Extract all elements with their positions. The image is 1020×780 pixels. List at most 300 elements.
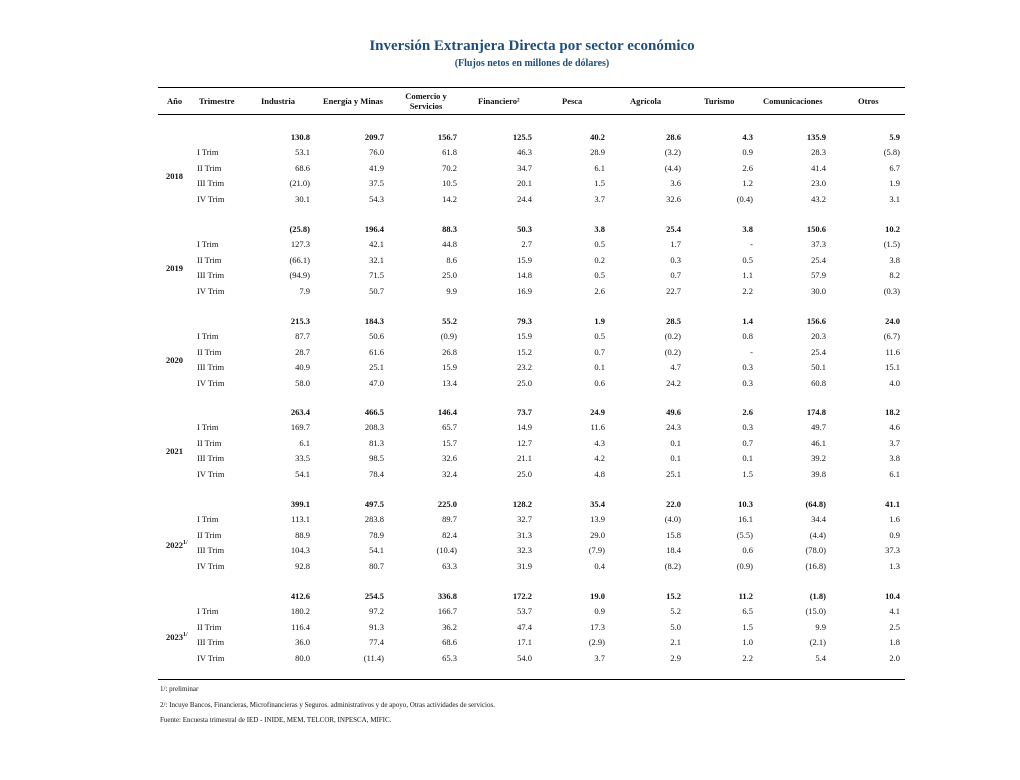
value-cell: 2.0 [889, 652, 900, 663]
value-cell: 15.8 [666, 529, 681, 540]
value-cell: 104.3 [290, 545, 310, 556]
table-row [158, 528, 905, 543]
value-cell: (2.1) [809, 637, 826, 648]
header-financiero: Financiero² [478, 96, 520, 106]
trimestre-label: II Trim [197, 254, 222, 265]
value-cell: 1.4 [742, 316, 753, 326]
value-cell: 3.8 [889, 254, 900, 265]
value-cell: (0.2) [664, 346, 681, 357]
value-cell: 32.6 [442, 453, 457, 464]
table-row [158, 360, 905, 375]
value-cell: 156.7 [437, 132, 457, 142]
value-cell: 130.8 [290, 132, 310, 142]
value-cell: 15.2 [517, 346, 532, 357]
value-cell: 41.9 [369, 162, 384, 173]
trimestre-label: III Trim [197, 270, 225, 281]
value-cell: 63.3 [442, 560, 457, 571]
value-cell: 88.3 [442, 224, 457, 234]
value-cell: 1.9 [889, 178, 900, 189]
value-cell: 2.5 [889, 621, 900, 632]
value-cell: 263.4 [290, 407, 310, 417]
value-cell: 37.5 [369, 178, 384, 189]
value-cell: 0.6 [594, 377, 605, 388]
value-cell: 25.4 [666, 224, 681, 234]
value-cell: 25.0 [442, 270, 457, 281]
value-cell: 466.5 [364, 407, 384, 417]
value-cell: 1.2 [742, 178, 753, 189]
value-cell: 24.9 [590, 407, 605, 417]
value-cell: 37.3 [885, 545, 900, 556]
header-otros: Otros [858, 96, 879, 106]
table-row [158, 559, 905, 574]
value-cell: 42.1 [369, 239, 384, 250]
trimestre-label: IV Trim [197, 285, 225, 296]
table-row [158, 253, 905, 268]
value-cell: 30.0 [811, 285, 826, 296]
value-cell: (66.1) [289, 254, 310, 265]
value-cell: (3.2) [664, 147, 681, 158]
value-cell: 61.6 [369, 346, 384, 357]
value-cell: (1.5) [883, 239, 900, 250]
year-label [166, 444, 183, 459]
note-preliminar: 1/: preliminar [160, 685, 199, 693]
value-cell: 3.8 [594, 224, 605, 234]
value-cell: 79.3 [517, 316, 532, 326]
value-cell: 55.2 [442, 316, 457, 326]
value-cell: 5.9 [889, 132, 900, 142]
value-cell: 24.0 [885, 316, 900, 326]
value-cell: 0.7 [670, 270, 681, 281]
value-cell: 3.1 [889, 193, 900, 204]
value-cell: 2.9 [670, 652, 681, 663]
value-cell: 3.8 [742, 224, 753, 234]
value-cell: 4.6 [889, 422, 900, 433]
value-cell: 4.0 [889, 377, 900, 388]
value-cell: 15.1 [885, 362, 900, 373]
value-cell: 97.2 [369, 606, 384, 617]
value-cell: 32.3 [517, 545, 532, 556]
value-cell: 61.8 [442, 147, 457, 158]
value-cell: 4.3 [594, 437, 605, 448]
value-cell: 21.1 [517, 453, 532, 464]
value-cell: 54.0 [517, 652, 532, 663]
value-cell: (1.8) [809, 591, 826, 601]
value-cell: 50.3 [517, 224, 532, 234]
value-cell: 0.2 [594, 254, 605, 265]
value-cell: 125.5 [512, 132, 532, 142]
value-cell: 3.7 [594, 652, 605, 663]
value-cell: (0.9) [736, 560, 753, 571]
value-cell: 0.1 [742, 453, 753, 464]
value-cell: 1.1 [742, 270, 753, 281]
header-comunicaciones: Comunicaciones [763, 96, 823, 106]
table-row [158, 543, 905, 558]
value-cell: 22.0 [666, 499, 681, 509]
trimestre-label: II Trim [197, 621, 222, 632]
value-cell: (21.0) [289, 178, 310, 189]
year-value: 2023 [166, 631, 183, 642]
value-cell: 41.1 [885, 499, 900, 509]
value-cell: 283.8 [364, 514, 384, 525]
year-footnote-mark: 1/ [183, 631, 188, 638]
value-cell: 28.6 [666, 132, 681, 142]
value-cell: 5.4 [815, 652, 826, 663]
value-cell: (5.8) [883, 147, 900, 158]
value-cell: 49.7 [811, 422, 826, 433]
value-cell: 3.7 [889, 437, 900, 448]
bottom-rule [158, 679, 905, 680]
trimestre-label: II Trim [197, 437, 222, 448]
trimestre-label: IV Trim [197, 377, 225, 388]
value-cell: (25.8) [289, 224, 310, 234]
value-cell: 32.4 [442, 468, 457, 479]
trimestre-label: I Trim [197, 239, 219, 250]
value-cell: 0.3 [742, 377, 753, 388]
value-cell: (8.2) [664, 560, 681, 571]
value-cell: 0.7 [742, 437, 753, 448]
value-cell: 0.4 [594, 560, 605, 571]
value-cell: 10.2 [885, 224, 900, 234]
value-cell: 135.9 [806, 132, 826, 142]
value-cell: 1.5 [742, 621, 753, 632]
header-comercio-line2: Servicios [409, 101, 443, 111]
value-cell: 25.0 [517, 468, 532, 479]
value-cell: 0.5 [594, 270, 605, 281]
header-rule [158, 114, 905, 115]
value-cell: 28.5 [666, 316, 681, 326]
value-cell: 41.4 [811, 162, 826, 173]
value-cell: 2.6 [594, 285, 605, 296]
year-label [166, 261, 183, 276]
value-cell: 54.3 [369, 193, 384, 204]
value-cell: 0.9 [594, 606, 605, 617]
value-cell: 65.7 [442, 422, 457, 433]
trimestre-label: II Trim [197, 529, 222, 540]
value-cell: 25.1 [369, 362, 384, 373]
value-cell: 57.9 [811, 270, 826, 281]
trimestre-label: III Trim [197, 637, 225, 648]
year-label [166, 628, 188, 643]
value-cell: (4.4) [809, 529, 826, 540]
value-cell: 150.6 [806, 224, 826, 234]
value-cell: 6.1 [594, 162, 605, 173]
value-cell: 50.1 [811, 362, 826, 373]
value-cell: 47.4 [517, 621, 532, 632]
value-cell: (6.7) [883, 331, 900, 342]
value-cell: 4.3 [742, 132, 753, 142]
value-cell: 78.9 [369, 529, 384, 540]
value-cell: 80.7 [369, 560, 384, 571]
value-cell: 3.6 [670, 178, 681, 189]
value-cell: 10.5 [442, 178, 457, 189]
value-cell: 32.1 [369, 254, 384, 265]
value-cell: 113.1 [291, 514, 310, 525]
trimestre-label: IV Trim [197, 560, 225, 571]
value-cell: 1.6 [889, 514, 900, 525]
year-footnote-mark: 1/ [183, 539, 188, 546]
value-cell: (11.4) [363, 652, 384, 663]
value-cell: 30.1 [295, 193, 310, 204]
value-cell: 24.2 [666, 377, 681, 388]
value-cell: (15.0) [805, 606, 826, 617]
value-cell: 0.9 [742, 147, 753, 158]
value-cell: 78.4 [369, 468, 384, 479]
value-cell: 23.2 [517, 362, 532, 373]
year-label [166, 169, 183, 184]
value-cell: (4.0) [664, 514, 681, 525]
value-cell: 8.2 [889, 270, 900, 281]
value-cell: 184.3 [364, 316, 384, 326]
trimestre-label: I Trim [197, 147, 219, 158]
value-cell: 47.0 [369, 377, 384, 388]
value-cell: (0.9) [440, 331, 457, 342]
note-fuente: Fuente: Encuesta trimestral de IED - INIDE, MEM, TELCOR, INPESCA, MIFIC. [160, 716, 392, 724]
value-cell: 15.9 [442, 362, 457, 373]
value-cell: 35.4 [590, 499, 605, 509]
value-cell: 0.5 [594, 331, 605, 342]
value-cell: 169.7 [290, 422, 310, 433]
header-comercio [396, 88, 456, 114]
value-cell: 0.1 [670, 437, 681, 448]
value-cell: 13.4 [442, 377, 457, 388]
table-row [158, 161, 905, 176]
value-cell: 4.2 [594, 453, 605, 464]
value-cell: 22.7 [666, 285, 681, 296]
value-cell: (78.0) [805, 545, 826, 556]
value-cell: 39.2 [811, 453, 826, 464]
value-cell: 40.2 [590, 132, 605, 142]
table-row [158, 345, 905, 360]
value-cell: 156.6 [806, 316, 826, 326]
value-cell: 6.1 [299, 437, 310, 448]
value-cell: 71.5 [369, 270, 384, 281]
value-cell: 1.8 [889, 637, 900, 648]
value-cell: 15.9 [517, 331, 532, 342]
table-row [158, 420, 905, 435]
value-cell: 60.8 [811, 377, 826, 388]
trimestre-label: III Trim [197, 362, 225, 373]
value-cell: 2.1 [670, 637, 681, 648]
value-cell: 6.1 [889, 468, 900, 479]
value-cell: 11.6 [885, 346, 900, 357]
value-cell: 5.2 [670, 606, 681, 617]
header-pesca: Pesca [562, 96, 583, 106]
table-row [158, 237, 905, 252]
table-row [158, 376, 905, 391]
value-cell: 0.1 [594, 362, 605, 373]
year-value: 2022 [166, 539, 183, 550]
value-cell: 0.5 [742, 254, 753, 265]
value-cell: 9.9 [815, 621, 826, 632]
table-row-total [158, 497, 905, 512]
value-cell: 54.1 [295, 468, 310, 479]
value-cell: 1.5 [742, 468, 753, 479]
table-row-total [158, 130, 905, 145]
value-cell: 0.3 [670, 254, 681, 265]
table-row [158, 192, 905, 207]
value-cell: 46.3 [517, 147, 532, 158]
value-cell: 14.2 [442, 193, 457, 204]
table-row [158, 176, 905, 191]
value-cell: 11.2 [738, 591, 753, 601]
value-cell: 81.3 [369, 437, 384, 448]
value-cell: 6.5 [742, 606, 753, 617]
value-cell: (0.3) [883, 285, 900, 296]
value-cell: (7.9) [588, 545, 605, 556]
trimestre-label: I Trim [197, 514, 219, 525]
trimestre-label: III Trim [197, 178, 225, 189]
value-cell: 68.6 [295, 162, 310, 173]
value-cell: 17.1 [517, 637, 532, 648]
value-cell: 50.6 [369, 331, 384, 342]
trimestre-label: I Trim [197, 331, 219, 342]
value-cell: 32.7 [517, 514, 532, 525]
value-cell: 49.6 [666, 407, 681, 417]
value-cell: 0.8 [742, 331, 753, 342]
header-agricola: Agrícola [630, 96, 662, 106]
year-value: 2019 [166, 262, 183, 273]
value-cell: 76.0 [369, 147, 384, 158]
year-value: 2018 [166, 170, 183, 181]
year-label [166, 353, 183, 368]
header-energia: Energía y Minas [323, 96, 383, 106]
value-cell: 6.7 [889, 162, 900, 173]
value-cell: 412.6 [290, 591, 310, 601]
value-cell: 0.1 [670, 453, 681, 464]
table-row-total [158, 589, 905, 604]
value-cell: 46.1 [811, 437, 826, 448]
value-cell: 70.2 [442, 162, 457, 173]
table-row-total [158, 405, 905, 420]
value-cell: 34.7 [517, 162, 532, 173]
header-trimestre: Trimestre [199, 96, 235, 106]
value-cell: 4.8 [594, 468, 605, 479]
value-cell: (0.4) [736, 193, 753, 204]
value-cell: 28.9 [590, 147, 605, 158]
value-cell: 25.4 [811, 254, 826, 265]
value-cell: 53.7 [517, 606, 532, 617]
value-cell: 399.1 [290, 499, 310, 509]
value-cell: 68.6 [442, 637, 457, 648]
table-row [158, 620, 905, 635]
value-cell: 73.7 [517, 407, 532, 417]
value-cell: 128.2 [512, 499, 532, 509]
value-cell: 39.8 [811, 468, 826, 479]
value-cell: 116.4 [291, 621, 310, 632]
value-cell: 20.3 [811, 331, 826, 342]
value-cell: (4.4) [664, 162, 681, 173]
trimestre-label: II Trim [197, 162, 222, 173]
value-cell: 0.7 [594, 346, 605, 357]
value-cell: 208.3 [364, 422, 384, 433]
value-cell: (64.8) [805, 499, 826, 509]
value-cell: 24.4 [517, 193, 532, 204]
page-title: Inversión Extranjera Directa por sector económico [369, 38, 695, 54]
value-cell: 50.7 [369, 285, 384, 296]
value-cell: 19.0 [590, 591, 605, 601]
value-cell: 36.2 [442, 621, 457, 632]
value-cell: 33.5 [295, 453, 310, 464]
table-row [158, 268, 905, 283]
value-cell: 14.8 [517, 270, 532, 281]
value-cell: 28.7 [295, 346, 310, 357]
value-cell: 4.7 [670, 362, 681, 373]
value-cell: 23.0 [811, 178, 826, 189]
value-cell: 0.3 [742, 422, 753, 433]
value-cell: 20.1 [517, 178, 532, 189]
value-cell: 146.4 [437, 407, 457, 417]
value-cell: 29.0 [590, 529, 605, 540]
value-cell: 89.7 [442, 514, 457, 525]
value-cell: 2.2 [742, 652, 753, 663]
table-row [158, 145, 905, 160]
value-cell: 2.6 [742, 162, 753, 173]
value-cell: (10.4) [436, 545, 457, 556]
value-cell: (5.5) [736, 529, 753, 540]
value-cell: 7.9 [299, 285, 310, 296]
value-cell: (2.9) [588, 637, 605, 648]
value-cell: 28.3 [811, 147, 826, 158]
value-cell: (94.9) [289, 270, 310, 281]
value-cell: 10.4 [885, 591, 900, 601]
value-cell: 17.3 [590, 621, 605, 632]
value-cell: 36.0 [295, 637, 310, 648]
value-cell: 14.9 [517, 422, 532, 433]
value-cell: 18.4 [666, 545, 681, 556]
header-comercio-line1: Comercio y [405, 91, 447, 101]
header-industria: Industria [261, 96, 296, 106]
value-cell: 209.7 [364, 132, 384, 142]
value-cell: 254.5 [364, 591, 384, 601]
value-cell: 65.3 [442, 652, 457, 663]
header-anio: Año [167, 96, 183, 106]
page-subtitle: (Flujos netos en millones de dólares) [454, 58, 610, 69]
trimestre-label: I Trim [197, 606, 219, 617]
value-cell: 82.4 [442, 529, 457, 540]
table-row [158, 436, 905, 451]
value-cell: 180.2 [290, 606, 310, 617]
table-row [158, 635, 905, 650]
value-cell: 2.6 [742, 407, 753, 417]
value-cell: 15.9 [517, 254, 532, 265]
value-cell: 87.7 [295, 331, 310, 342]
value-cell: 336.8 [437, 591, 457, 601]
value-cell: 40.9 [295, 362, 310, 373]
table-row [158, 512, 905, 527]
value-cell: 80.0 [295, 652, 310, 663]
value-cell: 5.0 [670, 621, 681, 632]
year-value: 2021 [166, 445, 183, 456]
trimestre-label: II Trim [197, 346, 222, 357]
trimestre-label: I Trim [197, 422, 219, 433]
value-cell: 15.2 [666, 591, 681, 601]
value-cell: (0.2) [664, 331, 681, 342]
value-cell: 215.3 [290, 316, 310, 326]
value-cell: 37.3 [811, 239, 826, 250]
value-cell: 174.8 [806, 407, 826, 417]
value-cell: 12.7 [517, 437, 532, 448]
value-cell: 11.6 [590, 422, 605, 433]
value-cell: 2.2 [742, 285, 753, 296]
trimestre-label: III Trim [197, 453, 225, 464]
note-financiero: 2/: Incuye Bancos, Financieras, Microfinancieras y Seguros. administrativos y de apoyo, Otras actividades de servicios. [160, 701, 495, 709]
value-cell: 8.6 [446, 254, 457, 265]
value-cell: 15.7 [442, 437, 457, 448]
trimestre-label: IV Trim [197, 468, 225, 479]
value-cell: 1.0 [742, 637, 753, 648]
value-cell: 58.0 [295, 377, 310, 388]
table-row [158, 451, 905, 466]
